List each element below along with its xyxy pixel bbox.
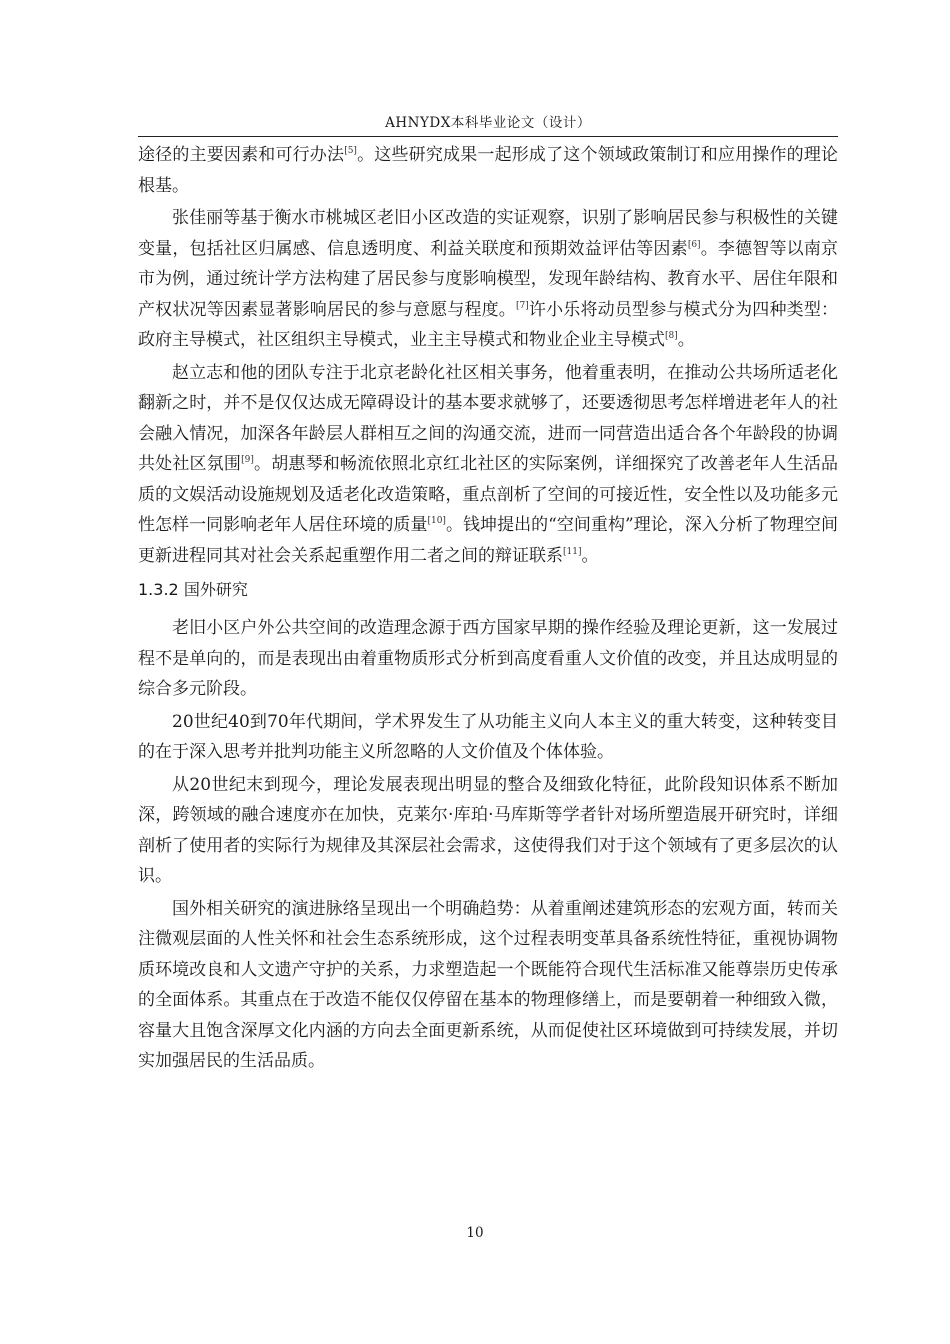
running-header: AHNYDX本科毕业论文（设计）: [385, 115, 591, 131]
paragraph-text: 。胡惠琴和畅流依照北京红北社区的实际案例，详细探究了改善老年人生活品质的文娱活动设施规划及适老化改造策略，重点剖析了空间的可接近性，安全性以及功能多元性怎样一同影响老年人居住环境的质量: [138, 454, 839, 535]
paragraph-text: 。李德智等以南京市为例，通过统计学方法构建了居民参与度影响模型，发现年龄结构、教育水平、居住年限和产权状况等因素显著影响居民的参与意愿与程度。: [138, 238, 839, 320]
paragraph-humanism-shift: 20世纪40到70年代期间，学术界发生了从功能主义向人本主义的重大转变，这种转变目的在于深入思考并批判功能主义所忽略的人文价值及个体体验。: [138, 711, 838, 762]
paragraph-aging-community: [138, 358, 838, 572]
paragraph-foreign-trend: 国外相关研究的演进脉络呈现出一个明确趋势：从着重阐述建筑形态的宏观方面，转而关注微观层面的人性关怀和社会生态系统形成，这个过程表明变革具备系统性特征，重视协调物质环境改良和人文遗产守护的关系，力求塑造起一个既能符合现代生活标准又能尊崇历史传承的全面体系。其重点在于改造不能仅仅停留在基本的物理修缮上，而是要朝着一种细致入微，容量大且饱含深厚文化内涵的方向去全面更新系统，从而促使社区环境做到可持续发展，并切实加强居民的生活品质。: [138, 898, 838, 1071]
citation-marker[interactable]: [10]: [427, 516, 446, 526]
paragraph-integration: 从20世纪末到现今，理论发展表现出明显的整合及细致化特征，此阶段知识体系不断加深，跨领域的融合速度亦在加快，克莱尔·库珀·马库斯等学者针对场所塑造展开研究时，详细剖析了使用者的实际行为规律及其深层社会需求，这使得我们对于这个领域有了更多层次的认识。: [138, 774, 838, 886]
section-title: 国外研究: [183, 580, 248, 599]
paragraph-text: 途径的主要因素和可行办法: [138, 145, 345, 165]
citation-marker[interactable]: [11]: [563, 546, 582, 557]
paragraph-text: 。: [581, 545, 599, 566]
paragraph-domestic-participation: [138, 203, 838, 356]
citation-marker[interactable]: [9]: [241, 455, 254, 465]
page-body: [138, 140, 838, 1077]
citation-marker[interactable]: [5]: [344, 146, 357, 156]
paragraph-text: 张佳丽等基于衡水市桃城区老旧小区改造的实证观察，识别了影响居民参与积极性的关键变量，包括社区归属感、信息透明度、利益关联度和预期效益评估等因素: [138, 208, 838, 259]
paragraph-text: 。钱坤提出的“空间重构”理论，深入分析了物理空间更新进程同其对社会关系起重塑作用二者之间的辩证联系: [138, 515, 838, 566]
header-rule: [138, 136, 838, 137]
paragraph-continued: [138, 140, 838, 201]
citation-marker[interactable]: [8]: [665, 331, 678, 341]
page-number: 10: [466, 1225, 484, 1241]
section-number: 1.3.2: [138, 580, 179, 599]
paragraph-text: 。这些研究成果一起形成了这个领域政策制订和应用操作的理论根基。: [138, 145, 839, 196]
citation-marker[interactable]: [7]: [516, 300, 529, 311]
paragraph-foreign-origin: 老旧小区户外公共空间的改造理念源于西方国家早期的操作经验及理论更新，这一发展过程不是单向的，而是表现出由着重物质形式分析到高度看重人文价值的改变，并且达成明显的综合多元阶段。: [138, 618, 838, 699]
section-heading: [138, 575, 838, 605]
paragraph-text: 许小乐将动员型参与模式分为四种类型：政府主导模式，社区组织主导模式，业主主导模式和物业企业主导模式: [138, 299, 839, 350]
paragraph-text: 。: [677, 330, 695, 350]
paragraph-text: 赵立志和他的团队专注于北京老龄化社区相关事务，他着重表明，在推动公共场所适老化翻新之时，并不是仅仅达成无障碍设计的基本要求就够了，还要透彻思考怎样增进老年人的社会融入情况，加深各年龄层人群相互之间的沟通交流，进而一同营造出适合各个年龄段的协调共处社区氛围: [138, 362, 838, 474]
citation-marker[interactable]: [6]: [687, 239, 701, 250]
